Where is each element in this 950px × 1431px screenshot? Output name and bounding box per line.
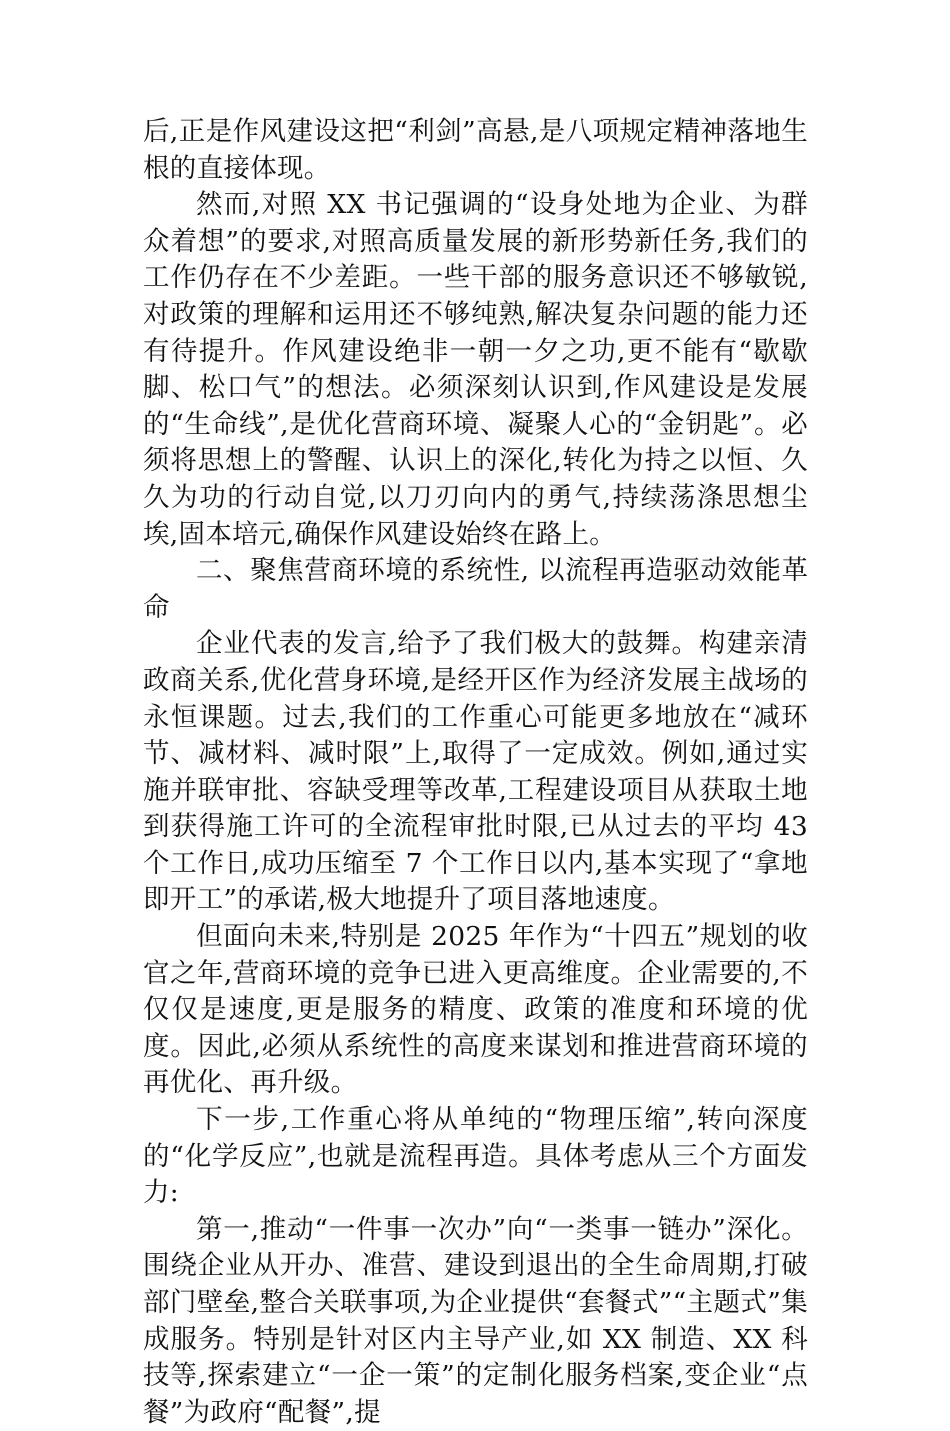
paragraph-style-gap: 然而,对照 XX 书记强调的“设身处地为企业、为群众着想”的要求,对照高质量发展的新形势新任务,我们的工作仍存在不少差距。一些干部的服务意识还不够敏锐,对政策的理解和运用还不够纯熟,解决复杂问题的能力还有待提升。作风建设绝非一朝一夕之功,更不能有“歇歇脚、松口气”的想法。必须深刻认识到,作风建设是发展的“生命线”,是优化营商环境、凝聚人心的“金钥匙”。必须将思想上的警醒、认识上的深化,转化为持之以恒、久久为功的行动自觉,以刀刃向内的勇气,持续荡涤思想尘埃,固本培元,确保作风建设始终在路上。 (143, 189, 808, 550)
paragraph-next-step: 下一步,工作重心将从单纯的“物理压缩”,转向深度的“化学反应”,也就是流程再造。具体考虑从三个方面发力: (143, 1104, 808, 1209)
paragraph-continuation: 后,正是作风建设这把“利剑”高悬,是八项规定精神落地生根的直接体现。 (143, 116, 808, 184)
paragraph-future-outlook: 但面向未来,特别是 2025 年作为“十四五”规划的收官之年,营商环境的竞争已进入更高维度。企业需要的,不仅仅是速度,更是服务的精度、政策的准度和环境的优度。因此,必须从系统性的高度来谋划和推进营商环境的再优化、再升级。 (143, 921, 808, 1099)
paragraph-first-measure: 第一,推动“一件事一次办”向“一类事一链办”深化。围绕企业从开办、准营、建设到退出的全生命周期,打破部门壁垒,整合关联事项,为企业提供“套餐式”“主题式”集成服务。特别是针对区内主导产业,如 XX 制造、XX 科技等,探索建立“一企一策”的定制化服务档案,变企业“点餐”为政府“配餐”,提 (143, 1213, 808, 1428)
paragraph-business-environment: 企业代表的发言,给予了我们极大的鼓舞。构建亲清政商关系,优化营身环境,是经开区作为经济发展主战场的永恒课题。过去,我们的工作重心可能更多地放在“减环节、减材料、减时限”上,取得了一定成效。例如,通过实施并联审批、容缺受理等改革,工程建设项目从获取土地到获得施工许可的全流程审批时限,已从过去的平均 43 个工作日,成功压缩至 7 个工作日以内,基本实现了“拿地即开工”的承诺,极大地提升了项目落地速度。 (143, 628, 808, 916)
section-heading: 二、聚焦营商环境的系统性, 以流程再造驱动效能革命 (143, 555, 808, 623)
document-body (143, 114, 808, 1431)
